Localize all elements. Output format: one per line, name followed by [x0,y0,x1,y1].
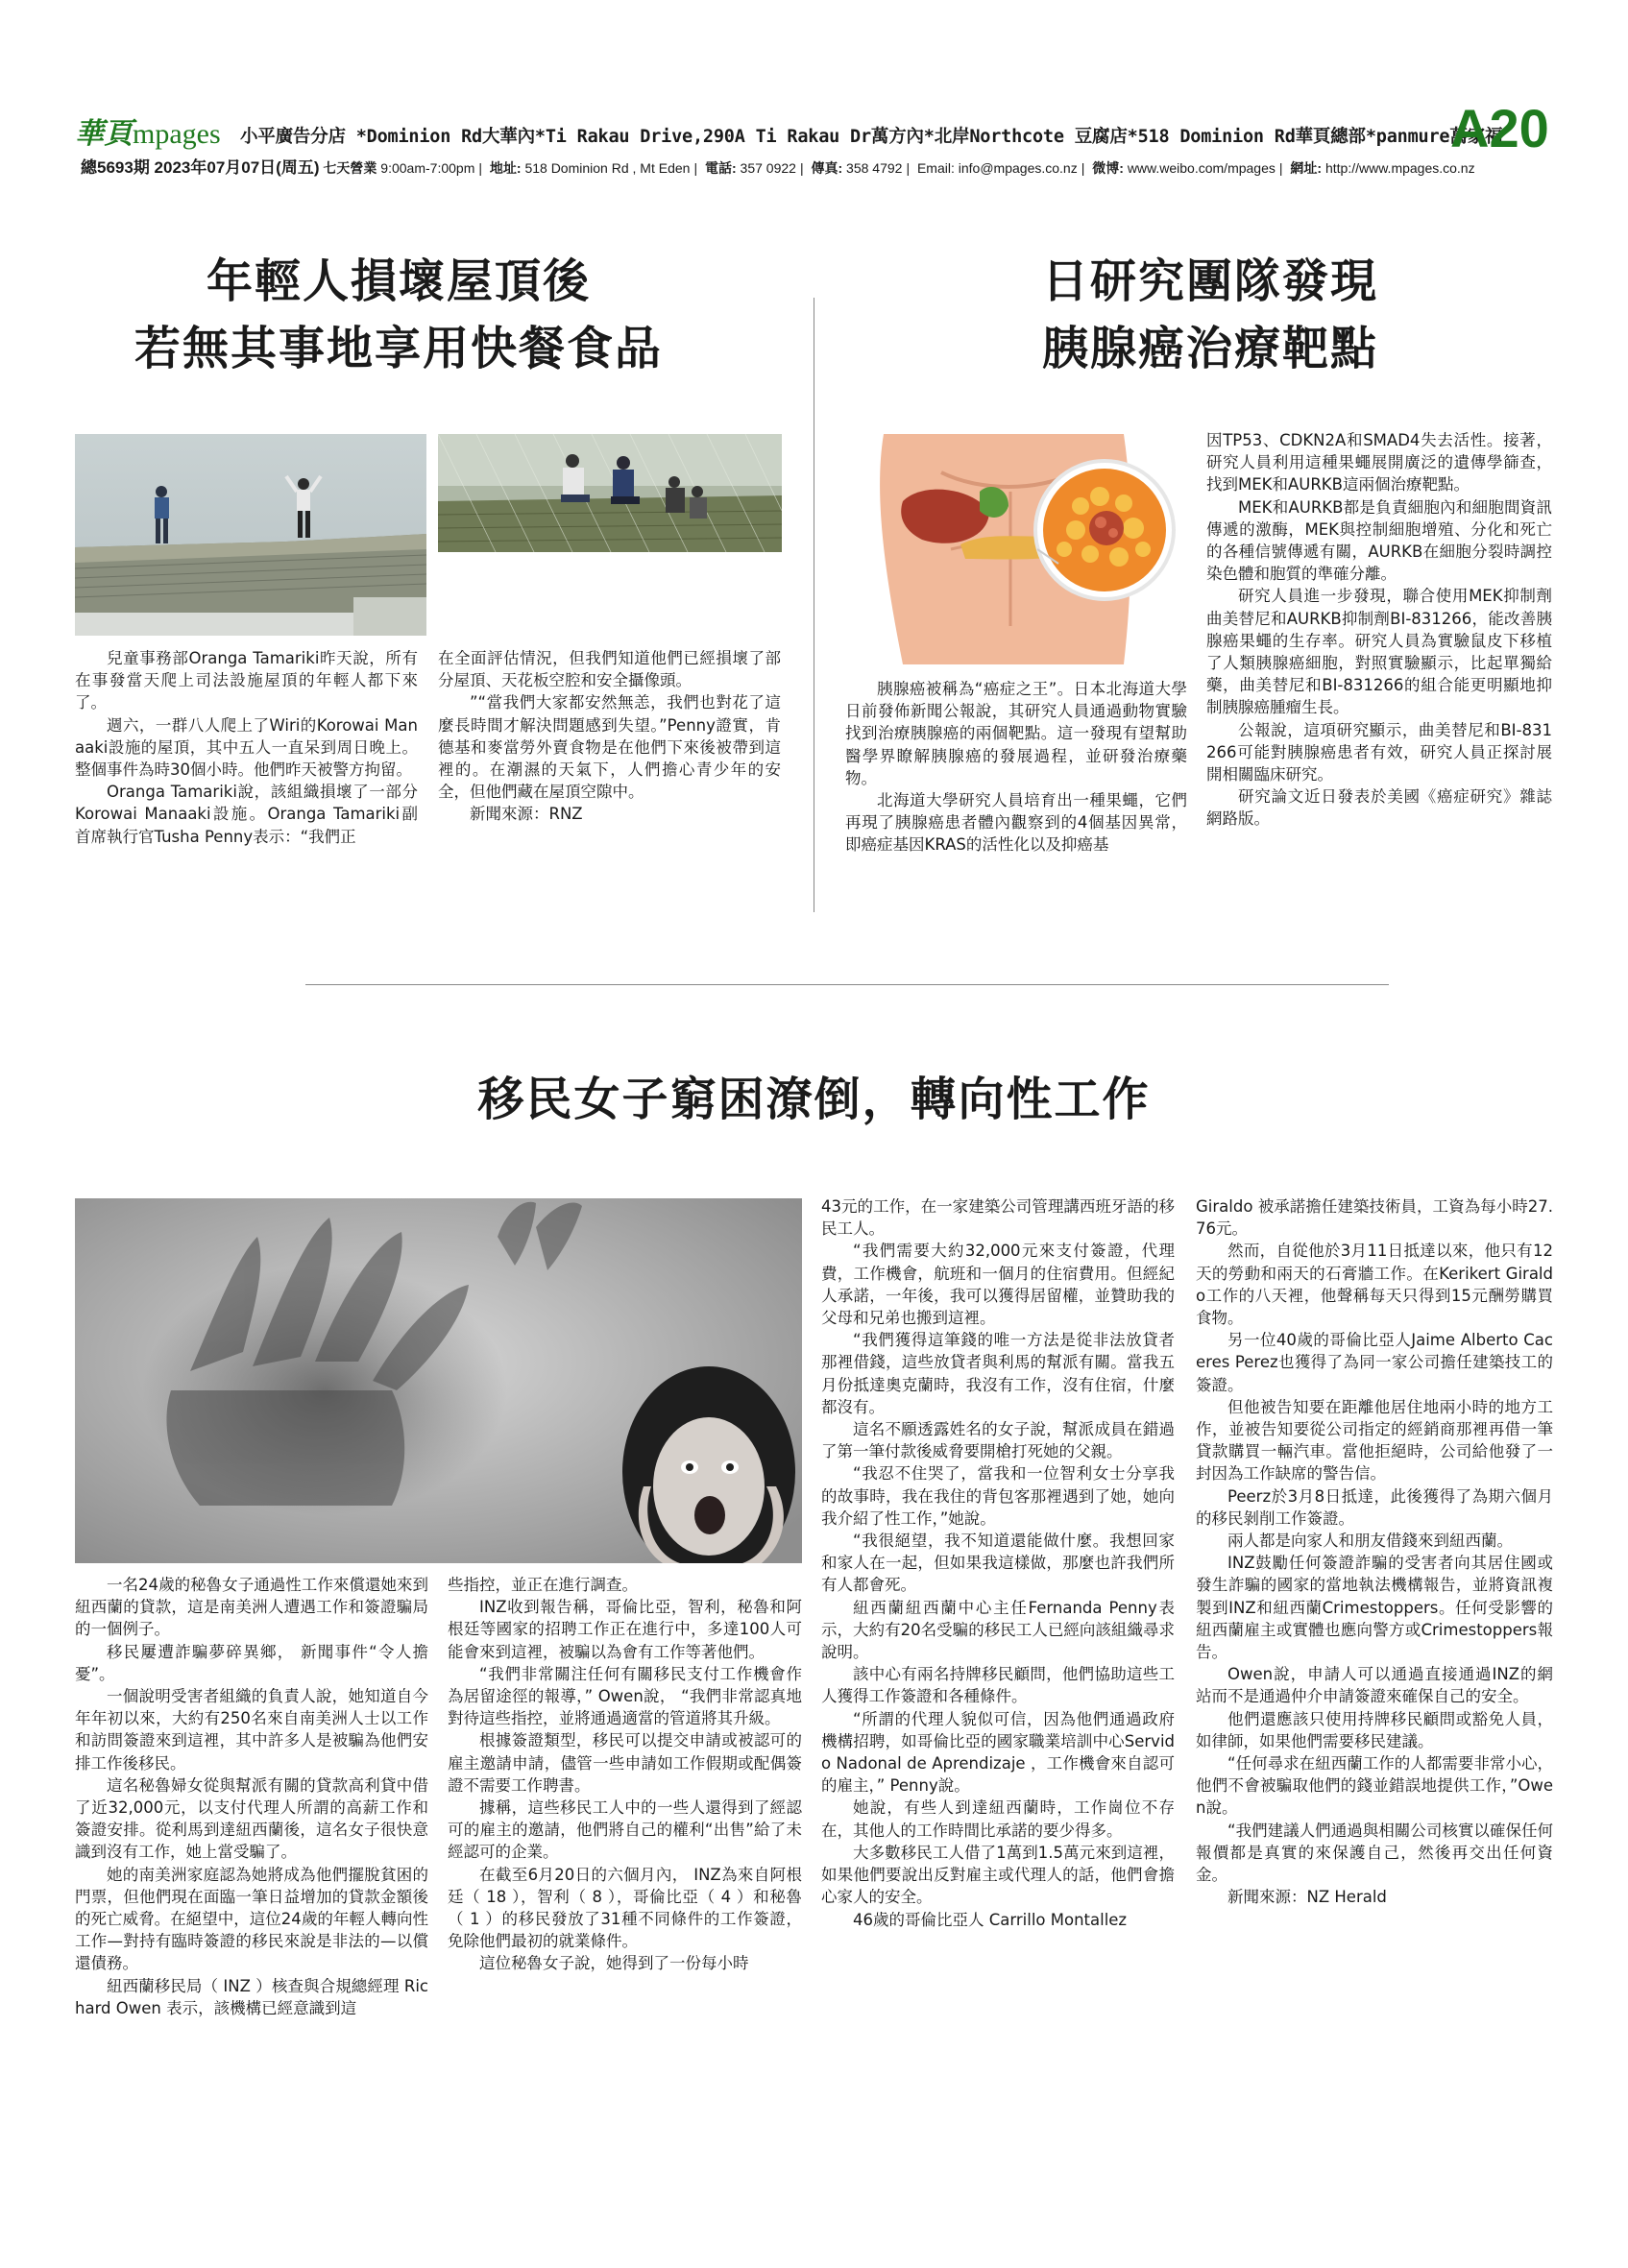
info-bar: 總5693期 2023年07月07日(周五) 七天營業 9:00am-7:00pm | 地址: 518 Dominion Rd , Mt Eden | 電話: 357 0922 | 傳真: 358 4792 | Email: info@mpages.co.nz | 微博: www.weibo.com/mpages | 網址: http://www.mpages.co.nz [81,158,1475,177]
article1-paragraph: 在全面評估情況，但我們知道他們已經損壞了部分屋頂、天花板空腔和安全攝像頭。 [438,649,781,690]
article3-paragraph: 根據簽證類型，移民可以提交申請或被認可的雇主邀請申請，儘管一些申請如工作假期或配偶簽證不需要工作聘書。 [448,1731,802,1795]
article3-paragraph: “我們非常關注任何有關移民支付工作機會作為居留途徑的報導，” Owen說， “我們非常認真地對待這些指控，並將通過適當的管道將其升級。 [448,1664,802,1728]
article3-paragraph: 一個說明受害者組織的負責人說，她知道自今年年初以來，大約有250名來自南美洲人士以工作和訪問簽證來到這裡，其中許多人是被騙為他們安排工作後移民。 [75,1687,428,1773]
article3-paragraph: 這名不願透露姓名的女子說，幫派成員在錯過了第一筆付款後威脅要開槍打死她的父親。 [821,1420,1175,1461]
weibo-label: 微博: [1092,160,1124,176]
article1-headline-line2: 若無其事地享用快餐食品 [134,322,663,375]
article3-paragraph: 46歲的哥倫比亞人 Carrillo Montallez [853,1910,1128,1929]
phone: 357 0922 [740,160,796,176]
article1-source: 新聞來源：RNZ [470,805,583,824]
article3-paragraph: 據稱，這些移民工人中的一些人還得到了經認可的雇主的邀請，他們將自己的權利“出售”給了未經認可的企業。 [448,1798,802,1862]
article3-paragraph: 他們還應該只使用持牌移民顧問或豁免人員，如律師，如果他們需要移民建議。 [1196,1709,1553,1750]
article3-paragraph: INZ鼓勵任何簽證詐騙的受害者向其居住國或發生詐騙的國家的當地執法機構報告，並將資訊複製到INZ和紐西蘭Crimestoppers。任何受影響的紐西蘭雇主或實體也應向警方或Crimestoppers報告。 [1196,1554,1553,1662]
article2-paragraph: 研究論文近日發表於美國《癌症研究》雜誌網路版。 [1206,787,1552,829]
article1-paragraph: 兒童事務部Oranga Tamariki昨天說，所有在事發當天爬上司法設施屋頂的年輕人都下來了。 [75,649,418,712]
branch-list: 小平廣告分店 *Dominion Rd大華內*Ti Rakau Drive,290A Ti Rakau Dr萬方內*北岸Northcote 豆腐店*518 Dominion Rd華頁總部*panmure萬家福 [240,127,1503,147]
article3-paragraph: 但他被告知要在距離他居住地兩小時的地方工作，並被告知要從公司指定的經銷商那裡再借一筆貸款購買一輛汽車。當他拒絕時，公司給他發了一封因為工作缺席的警告信。 [1196,1397,1553,1484]
article3-paragraph: 43元的工作，在一家建築公司管理講西班牙語的移民工人。 [821,1197,1175,1239]
article2-column-2 [1206,429,1552,831]
article2-headline-line2: 胰腺癌治療靶點 [1041,322,1378,375]
article2-paragraph: 北海道大學研究人員培育出一種果蠅，它們再現了胰腺癌患者體內觀察到的4個基因異常，即癌症基因KRAS的活性化以及抑癌基 [845,791,1187,855]
article3-paragraph: 些指控，並正在進行調查。 [448,1576,638,1594]
article3-column-2 [448,1574,802,1975]
hours: 9:00am-7:00pm [380,160,475,176]
article3-paragraph: 然而，自從他於3月11日抵達以來，他只有12天的勞動和兩天的石膏牆工作。在Kerikert Giraldo工作的八天裡，他聲稱每天只得到15元酬勞購買食物。 [1196,1242,1553,1328]
pancreas-illustration [845,434,1187,664]
hours-label: 七天營業 [323,160,377,176]
article1-column-1 [75,647,418,848]
email-link[interactable]: info@mpages.co.nz [958,160,1078,176]
article3-paragraph: “我們需要大約32,000元來支付簽證，代理費，工作機會，航班和一個月的住宿費用。但經紀人承諾，一年後，我可以獲得居留權，並贊助我的父母和兄弟也搬到這裡。 [821,1242,1175,1328]
article3-paragraph: 她的南美洲家庭認為她將成為他們擺脫貧困的門票，但他們現在面臨一筆日益增加的貸款金額後的死亡威脅。在絕望中，這位24歲的年輕人轉向性工作—對持有臨時簽證的移民來說是非法的—以償還債務。 [75,1865,428,1973]
article3-paragraph: Peerz於3月8日抵達，此後獲得了為期六個月的移民剝削工作簽證。 [1196,1486,1553,1528]
article3-paragraph: Giraldo 被承諾擔任建築技術員，工資為每小時27.76元。 [1196,1197,1553,1239]
article3-paragraph: “我們獲得這筆錢的唯一方法是從非法放貸者那裡借錢，這些放貸者與利馬的幫派有關。當我五月份抵達奧克蘭時，我沒有工作，沒有住宿，什麼都沒有。 [821,1331,1175,1416]
article3-column-4 [1196,1195,1553,1909]
frightened-woman-photo [75,1198,802,1563]
article3-paragraph: 紐西蘭移民局（ INZ ）核查與合規總經理 Richard Owen 表示，該機構已經意識到這 [75,1976,428,2017]
weibo-link[interactable]: www.weibo.com/mpages [1127,160,1276,176]
article2-headline-line1: 日研究團隊發現 [1041,254,1378,308]
article2-paragraph: 因TP53、CDKN2A和SMAD4失去活性。接著，研究人員利用這種果蠅展開廣泛的遺傳學篩查，找到MEK和AURKB這兩個治療靶點。 [1206,431,1552,495]
article2-paragraph: 公報說，這項研究顯示，曲美替尼和BI-831266可能對胰腺癌患者有效，研究人員正探討展開相關臨床研究。 [1206,720,1552,784]
issue-date: 總5693期 2023年07月07日(周五) [81,158,320,177]
article3-paragraph: 移民屢遭詐騙夢碎異鄉， 新聞事件“令人擔憂”。 [75,1642,428,1683]
article1-headline [58,248,740,382]
article3-paragraph: 在截至6月20日的六個月內， INZ為來自阿根廷（ 18 ），智利（ 8 ），哥倫比亞（ 4 ）和秘魯（ 1 ）的移民發放了31種不同條件的工作簽證，免除他們最初的就業條件。 [448,1865,802,1951]
article3-paragraph: “任何尋求在紐西蘭工作的人都需要非常小心，他們不會被騙取他們的錢並錯誤地提供工作，”Owen說。 [1196,1754,1553,1818]
article2-headline [845,248,1575,382]
article3-paragraph: INZ收到報告稱，哥倫比亞，智利，秘魯和阿根廷等國家的招聘工作正在進行中，多達100人可能會來到這裡，被騙以為會有工作等著他們。 [448,1598,802,1661]
section-divider [305,984,1389,985]
logo-english: mpages [133,118,221,150]
roof-photo-right [438,434,782,552]
article3-paragraph: “我忍不住哭了，當我和一位智利女士分享我的故事時，我在我住的背包客那裡遇到了她，她向我介紹了性工作，”她說。 [821,1464,1175,1528]
article1-paragraph: ”“當我們大家都安然無恙，我們也對花了這麼長時間才解決問題感到失望。”Penny證實，肯德基和麥當勞外賣食物是在他們下來後被帶到這裡的。在潮濕的天氣下，人們擔心青少年的安全，但他們藏在屋頂空隙中。 [438,693,781,802]
article3-paragraph: 這位秘魯女子說，她得到了一份每小時 [479,1954,749,1973]
article3-paragraph: “我們建議人們通過與相關公司核實以確保任何報價都是真實的來保護自己，然後再交出任何資金。 [1196,1821,1553,1885]
email-label: Email: [916,160,955,176]
article3-paragraph: 一名24歲的秘魯女子通過性工作來償還她來到紐西蘭的貸款，這是南美洲人遭遇工作和簽證騙局的一個例子。 [75,1576,428,1639]
mpages-logo [75,113,221,152]
article3-paragraph: 這名秘魯婦女從與幫派有關的貸款高利貸中借了近32,000元，以支付代理人所謂的高薪工作和簽證安排。從利馬到達紐西蘭後，這名女子很快意識到沒有工作，她上當受騙了。 [75,1775,428,1862]
article3-paragraph: 另一位40歲的哥倫比亞人Jaime Alberto Caceres Perez也獲得了為同一家公司擔任建築技工的簽證。 [1196,1331,1553,1394]
page-number: A20 [1450,98,1549,158]
article2-paragraph: 研究人員進一步發現，聯合使用MEK抑制劑曲美替尼和AURKB抑制劑BI-831266，能改善胰腺癌果蠅的生存率。研究人員為實驗鼠皮下移植了人類胰腺癌細胞，對照實驗顯示，比起單獨給藥，曲美替尼和BI-831266的組合能更明顯地抑制胰腺癌腫瘤生長。 [1206,587,1552,717]
article1-paragraph: Oranga Tamariki說，該組織損壞了一部分Korowai Manaaki設施。Oranga Tamariki副首席執行官Tusha Penny表示：“我們正 [75,783,418,846]
address-label: 地址: [489,160,522,176]
fax: 358 4792 [846,160,903,176]
article3-paragraph: 她說，有些人到達紐西蘭時，工作崗位不存在，其他人的工作時間比承諾的要少得多。 [821,1798,1175,1840]
website-link[interactable]: http://www.mpages.co.nz [1324,160,1475,176]
article3-paragraph: 兩人都是向家人和朋友借錢來到紐西蘭。 [1227,1532,1513,1551]
article3-column-1 [75,1574,428,2019]
roof-photo-left [75,434,426,636]
phone-label: 電話: [704,160,737,176]
fax-label: 傳真: [811,160,843,176]
logo-chinese: 華頁 [75,117,133,151]
website-label: 網址: [1290,160,1323,176]
article2-paragraph: 胰腺癌被稱為“癌症之王”。日本北海道大學日前發佈新聞公報說，其研究人員通過動物實驗找到治療胰腺癌的兩個靶點。這一發現有望幫助醫學界瞭解胰腺癌的發展過程，並研發治療藥物。 [845,680,1187,787]
article1-headline-line1: 年輕人損壞屋頂後 [206,254,591,308]
article3-headline: 移民女子窮困潦倒，轉向性工作 [477,1073,1151,1126]
article1-paragraph: 週六，一群八人爬上了Wiri的Korowai Manaaki設施的屋頂，其中五人一直呆到周日晚上。整個事件為時30個小時。他們昨天被警方拘留。 [75,715,418,780]
article3-column-3 [821,1195,1175,1931]
article3-paragraph: 紐西蘭紐西蘭中心主任Fernanda Penny表示，大約有20名受騙的移民工人已經向該組織尋求說明。 [821,1598,1175,1662]
article3-paragraph: 大多數移民工人借了1萬到1.5萬元來到這裡，如果他們要說出反對雇主或代理人的話，他們會擔心家人的安全。 [821,1843,1175,1907]
article3-paragraph: “所謂的代理人貌似可信，因為他們通過政府機構招聘，如哥倫比亞的國家職業培訓中心Servido Nadonal de Aprendizaje ，工作機會來自認可的雇主，” Penny說。 [821,1709,1175,1796]
article3-paragraph: 該中心有兩名持牌移民顧問，他們協助這些工人獲得工作簽證和各種條件。 [821,1665,1175,1706]
article2-column-1 [845,678,1187,857]
article3-paragraph: Owen說，申請人可以通過直接通過INZ的網站而不是通過仲介申請簽證來確保自己的安全。 [1196,1665,1553,1706]
article3-paragraph: “我很絕望，我不知道還能做什麼。我想回家和家人在一起，但如果我這樣做，那麼也許我們所有人都會死。 [821,1532,1175,1595]
article3-source: 新聞來源：NZ Herald [1227,1888,1387,1907]
article1-column-2 [438,647,781,826]
address: 518 Dominion Rd , Mt Eden [524,160,691,176]
article2-paragraph: MEK和AURKB都是負責細胞內和細胞間資訊傳遞的激酶，MEK與控制細胞增殖、分化和死亡的各種信號傳遞有關，AURKB在細胞分裂時調控染色體和胞質的準確分離。 [1206,497,1552,584]
